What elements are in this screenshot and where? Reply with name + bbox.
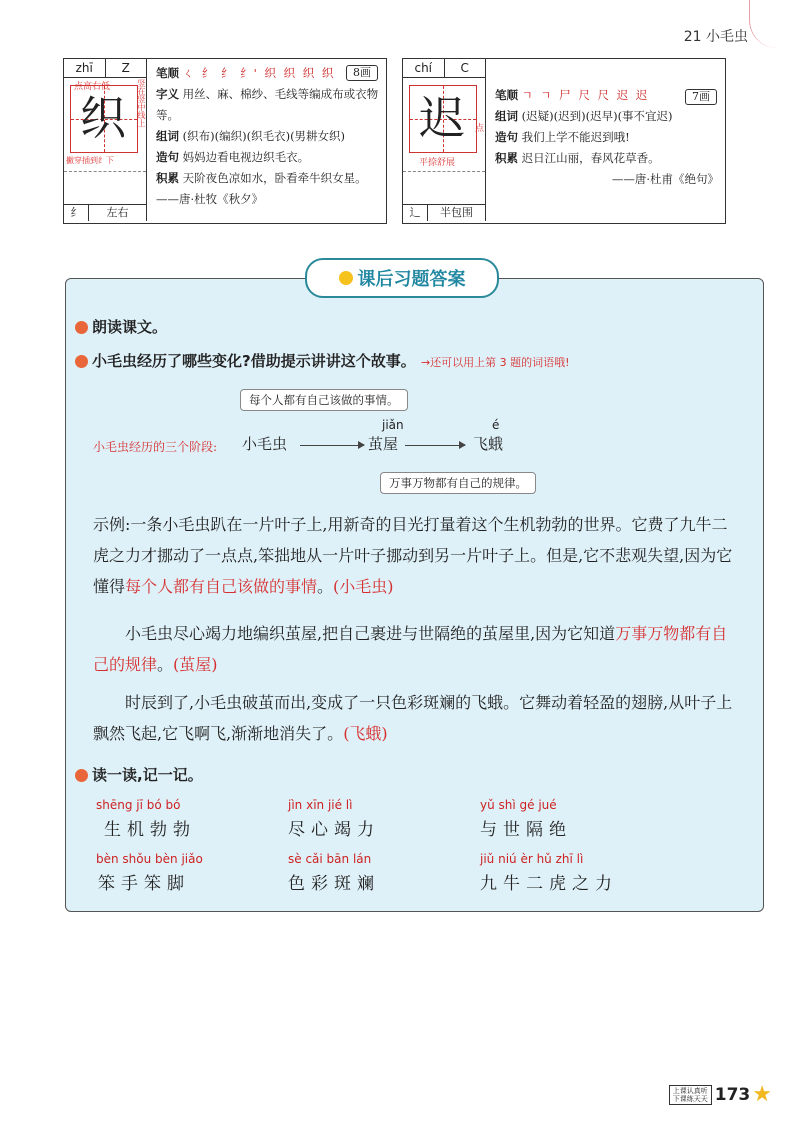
char-card-zhi xyxy=(63,58,387,224)
question-marker-icon xyxy=(75,321,88,334)
slogan-line-2: 下课练天天 xyxy=(672,1094,708,1103)
question-3 xyxy=(75,764,203,785)
sentence: 妈妈边看电视边织毛衣。 xyxy=(182,150,310,164)
header-decoration xyxy=(749,0,778,48)
word-3: 与世隔绝 xyxy=(480,820,572,840)
accumulation: 迟日江山丽，春风花草香。 xyxy=(521,151,660,165)
question-1 xyxy=(75,316,167,337)
practice-row xyxy=(403,171,485,205)
arrow-icon xyxy=(405,445,465,446)
structure: 半包围 xyxy=(440,206,473,219)
lightbulb-icon xyxy=(339,271,353,285)
big-character: 织 xyxy=(80,91,126,145)
question-3-text: 读一读,记一记。 xyxy=(92,766,203,784)
banner-title: 课后习题答案 xyxy=(357,269,466,290)
writing-tip-side: 竖在竖中线上 xyxy=(137,79,146,127)
question-2 xyxy=(75,350,570,371)
p1-tag: (小毛虫) xyxy=(333,577,394,596)
stages-label: 小毛虫经历的三个阶段: xyxy=(93,440,218,454)
word-6-pinyin: jiǔ niú èr hǔ zhī lì xyxy=(480,852,584,866)
hint-bubble-bottom: 万事万物都有自己的规律。 xyxy=(380,472,536,494)
word-1: 生机勃勃 xyxy=(104,820,196,840)
radical-row xyxy=(403,204,485,221)
answers-banner xyxy=(305,258,499,298)
example-paragraph-1 xyxy=(93,509,733,602)
big-character: 迟 xyxy=(419,91,465,145)
stroke-order: ㄱ ㄱ 尸 尺 尺 迟 迟 xyxy=(521,88,650,102)
word-5-pinyin: sè cǎi bān lán xyxy=(288,852,372,866)
p2-tag: (茧屋) xyxy=(173,655,218,674)
char-letter: C xyxy=(460,61,469,75)
word-4-pinyin: bèn shǒu bèn jiǎo xyxy=(96,852,203,866)
footer-slogan xyxy=(669,1085,712,1105)
char-letter: Z xyxy=(121,61,130,75)
writing-tip-side: 点 xyxy=(475,124,485,134)
p2-end: 。 xyxy=(157,655,174,674)
writing-tip-top: 点高右低 xyxy=(74,82,111,92)
p3-tag: (飞蛾) xyxy=(343,724,388,743)
writing-tip-bottom: 平捺舒展 xyxy=(419,158,456,168)
p1-end: 。 xyxy=(317,577,334,596)
p3-text: 时辰到了,小毛虫破茧而出,变成了一只色彩斑斓的飞蛾。它舞动着轻盈的翅膀,从叶子上飘然飞起,它飞啊飞,渐渐地消失了。 xyxy=(93,693,733,743)
sentence: 我们上学不能迟到哦! xyxy=(521,130,630,144)
char-info xyxy=(156,63,380,210)
page-footer xyxy=(669,1082,772,1107)
meaning-label: 字义 xyxy=(156,87,179,101)
slogan-line-1: 上课认真听 xyxy=(672,1086,708,1095)
structure: 左右 xyxy=(106,206,129,219)
example-paragraph-2 xyxy=(93,618,733,680)
p1-text: 示例:一条小毛虫趴在一片叶子上,用新奇的目光打量着这个生机勃勃的世界。它费了九牛二虎之力才挪动了一点点,笨拙地从一片叶子挪动到另一片叶子上。但是,它不悲观失望,因为它懂得 xyxy=(93,515,733,596)
p2-text: 小毛虫尽心竭力地编织茧屋,把自己裹进与世隔绝的茧屋里,因为它知道 xyxy=(125,624,616,643)
lesson-header: 21 小毛虫 xyxy=(683,29,748,45)
pinyin-row xyxy=(64,59,146,78)
word-5: 色彩斑斓 xyxy=(288,874,380,894)
char-card-chi xyxy=(402,58,726,224)
star-icon: ★ xyxy=(752,1082,772,1107)
question-marker-icon xyxy=(75,769,88,782)
stroke-order: ㄑ 纟 纟 纟' 织 织 织 织 xyxy=(182,66,336,80)
char-pinyin: chí xyxy=(403,59,445,77)
p2-highlight: 万事万物都有自己的规律 xyxy=(93,624,728,674)
stage-2: 茧屋 xyxy=(368,435,399,453)
accumulation-source: ——唐·杜甫《绝句》 xyxy=(611,172,719,186)
stage-2-pinyin: jiǎn xyxy=(382,418,404,432)
radical-row xyxy=(64,204,146,221)
words: (迟疑)(迟到)(迟早)(事不宜迟) xyxy=(521,109,673,123)
word-3-pinyin: yǔ shì gé jué xyxy=(480,798,557,812)
question-2-hint: →还可以用上第 3 题的词语哦! xyxy=(420,356,570,369)
char-grid xyxy=(403,59,486,221)
stage-1: 小毛虫 xyxy=(242,435,288,453)
word-4: 笨手笨脚 xyxy=(98,874,190,894)
question-marker-icon xyxy=(75,355,88,368)
radical: 纟 xyxy=(64,204,89,221)
p1-highlight: 每个人都有自己该做的事情 xyxy=(125,577,318,596)
word-2: 尽心竭力 xyxy=(288,820,380,840)
stroke-count: 7画 xyxy=(685,89,717,105)
stroke-count: 8画 xyxy=(346,65,378,81)
words: (织布)(编织)(织毛衣)(男耕女织) xyxy=(182,129,346,143)
words-label: 组词 xyxy=(156,129,179,143)
radical: 辶 xyxy=(403,204,428,221)
sentence-label: 造句 xyxy=(156,150,179,164)
word-2-pinyin: jìn xīn jié lì xyxy=(288,798,353,812)
strokes-label: 笔顺 xyxy=(495,88,518,102)
char-grid xyxy=(64,59,147,221)
accum-label: 积累 xyxy=(495,151,518,165)
stage-3: 飞蛾 xyxy=(473,435,504,453)
char-pinyin: zhī xyxy=(64,59,106,77)
pinyin-row xyxy=(403,59,485,78)
page-number: 173 xyxy=(714,1084,751,1105)
accumulation: 天阶夜色凉如水，卧看牵牛织女星。——唐·杜牧《秋夕》 xyxy=(156,171,367,206)
accum-label: 积累 xyxy=(156,171,179,185)
word-6: 九牛二虎之力 xyxy=(480,874,618,894)
hint-bubble-top: 每个人都有自己该做的事情。 xyxy=(240,389,408,411)
practice-row xyxy=(64,171,146,205)
sentence-label: 造句 xyxy=(495,130,518,144)
question-1-text: 朗读课文。 xyxy=(92,318,168,336)
arrow-icon xyxy=(300,445,364,446)
writing-tip-bottom: 撇穿插到纟下 xyxy=(66,156,114,165)
question-2-text: 小毛虫经历了哪些变化?借助提示讲讲这个故事。 xyxy=(92,352,416,370)
strokes-label: 笔顺 xyxy=(156,66,179,80)
word-1-pinyin: shēng jī bó bó xyxy=(96,798,181,812)
words-label: 组词 xyxy=(495,109,518,123)
stage-3-pinyin: é xyxy=(492,418,500,432)
meaning: 用丝、麻、棉纱、毛线等编成布或衣物等。 xyxy=(156,87,379,122)
example-paragraph-3 xyxy=(93,687,733,749)
